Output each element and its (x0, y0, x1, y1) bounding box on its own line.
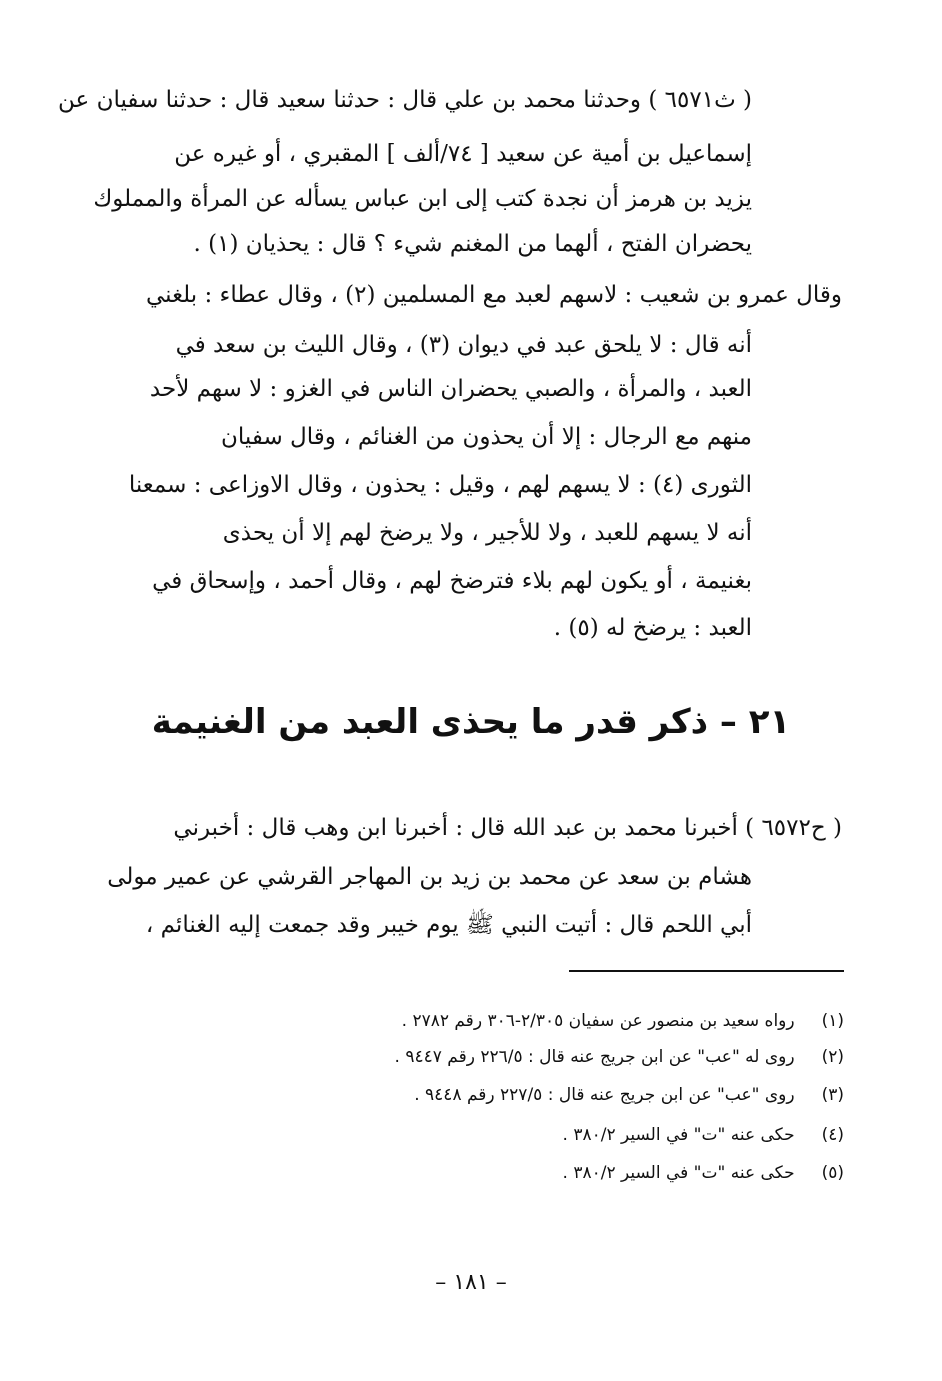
block2-line-1: أنه قال : لا يلحق عبد في ديوان (٣) ، وقال الليث بن سعد في (175, 332, 752, 358)
footnote-text: روى له "عب" عن ابن جريج عنه قال : ٢٢٦/٥ رقم ٩٤٤٧ . (394, 1047, 795, 1067)
footnote-2 (395, 1045, 844, 1069)
block2-line-4: الثورى (٤) : لا يسهم لهم ، وقيل : يحذون ، وقال الاوزاعى : سمعنا (128, 472, 752, 498)
footnote-divider (569, 970, 844, 972)
block1-line-4: يحضران الفتح ، ألهما من المغنم شيء ؟ قال : يحذيان (١) . (193, 231, 752, 257)
footnote-text: رواه سعيد بن منصور عن سفيان ٢/٣٠٥-٣٠٦ رقم ٢٧٨٢ . (401, 1011, 795, 1031)
footnote-4 (563, 1123, 844, 1147)
footnote-number: (٥) (821, 1163, 844, 1183)
footnote-text: حكى عنه "ت" في السير ٣٨٠/٢ . (562, 1163, 795, 1183)
footnote-5 (563, 1161, 844, 1185)
footnote-number: (٢) (821, 1047, 844, 1067)
block3-line-2: أبي اللحم قال : أتيت النبي ﷺ يوم خيبر وقد جمعت إليه الغنائم ، (145, 912, 752, 938)
block3-first-line: ( ح٦٥٧٢ ) أخبرنا محمد بن عبد الله قال : أخبرنا ابن وهب قال : أخبرني (173, 815, 842, 841)
block2-line-3: منهم مع الرجال : إلا أن يحذون من الغنائم ، وقال سفيان (221, 424, 752, 450)
block1-line-1: ( ث٦٥٧١ ) وحدثنا محمد بن علي قال : حدثنا سعيد قال : حدثنا سفيان عن (58, 87, 752, 113)
footnote-text: حكى عنه "ت" في السير ٣٨٠/٢ . (562, 1125, 795, 1145)
footnote-number: (٤) (821, 1125, 844, 1145)
block2-line-7: العبد : يرضخ له (٥) . (553, 615, 752, 641)
block2-line-6: بغنيمة ، أو يكون لهم بلاء فترضخ لهم ، وقال أحمد ، وإسحاق في (152, 568, 752, 594)
block1-line-3: يزيد بن هرمز أن نجدة كتب إلى ابن عباس يسأله عن المرأة والمملوك (93, 186, 752, 212)
block2-line-2: العبد ، والمرأة ، والصبي يحضران الناس في الغزو : لا سهم لأحد (149, 376, 752, 402)
footnote-3 (414, 1083, 844, 1107)
block1-line-2: إسماعيل بن أمية عن سعيد [ ٧٤/ألف ] المقبري ، أو غيره عن (174, 141, 752, 167)
footnote-number: (١) (821, 1011, 844, 1031)
footnote-text: روى "عب" عن ابن جريج عنه قال : ٢٢٧/٥ رقم ٩٤٤٨ . (414, 1085, 795, 1105)
block3-line-1: هشام بن سعد عن محمد بن زيد بن المهاجر القرشي عن عمير مولى (107, 864, 752, 890)
section-heading: ٢١ – ذكر قدر ما يحذى العبد من الغنيمة (151, 702, 791, 742)
footnote-number: (٣) (821, 1085, 844, 1105)
block2-line-5: أنه لا يسهم للعبد ، ولا للأجير ، ولا يرضخ لهم إلا أن يحذى (222, 520, 752, 546)
footnote-1 (402, 1009, 844, 1033)
block2-first-line: وقال عمرو بن شعيب : لاسهم لعبد مع المسلمين (٢) ، وقال عطاء : بلغني (145, 282, 842, 308)
page-number: – ١٨١ – (435, 1270, 507, 1295)
